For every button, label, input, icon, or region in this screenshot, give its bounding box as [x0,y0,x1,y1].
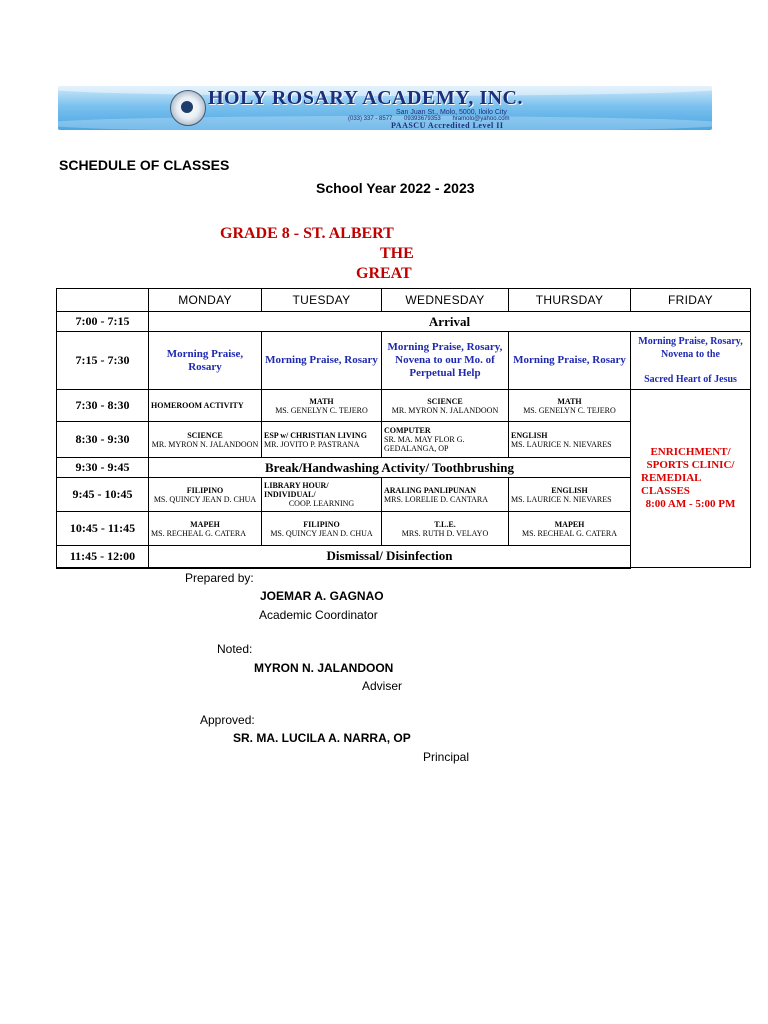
approved-name: SR. MA. LUCILA A. NARRA, OP [233,731,411,745]
class-cell [149,422,262,458]
accreditation: PAASCU Accredited Level II [391,121,504,130]
school-address: San Juan St., Molo, 5000, Iloilo City [396,109,507,116]
praise-friday-line1: Morning Praise, Rosary, Novena to the [638,336,743,360]
enrichment-line: REMEDIAL [641,472,702,484]
school-year: School Year 2022 - 2023 [316,180,475,196]
teacher-name: MS. RECHEAL G. CATERA [521,528,618,538]
teacher-name: MS. RECHEAL G. CATERA [151,528,247,538]
time-cell: 9:30 - 9:45 [57,458,149,478]
praise-tuesday: Morning Praise, Rosary [262,332,382,390]
praise-thursday: Morning Praise, Rosary [509,332,631,390]
prepared-title: Academic Coordinator [259,608,378,622]
approved-label: Approved: [200,713,255,727]
time-cell: 7:30 - 8:30 [57,390,149,422]
teacher-name: MS. GENELYN C. TEJERO [275,405,368,415]
header-tuesday: TUESDAY [262,289,382,312]
subject-name: COMPUTER [384,426,431,435]
class-cell [509,478,631,512]
praise-wednesday: Morning Praise, Rosary, Novena to our Mo. of Perpetual Help [382,332,509,390]
teacher-name: MS. GENELYN C. TEJERO [523,405,616,415]
prepared-label: Prepared by: [185,571,254,585]
enrichment-line: ENRICHMENT/ [650,446,731,458]
school-banner [58,86,712,130]
class-cell [149,478,262,512]
subject-name: LIBRARY HOUR/ INDIVIDUAL/ [264,481,329,499]
subject-name: HOMEROOM ACTIVITY [151,401,244,410]
phone-number: (033) 337 - 8577 [348,116,393,122]
teacher-name: MR. MYRON N. JALANDOON [391,405,499,415]
grade-line-3: GREAT [356,265,412,282]
subject-name: MATH [557,396,582,406]
school-seal-icon [170,90,206,126]
teacher-name: SR. MA. MAY FLOR G. GEDALANGA, OP [384,435,465,453]
approved-title: Principal [423,750,470,764]
schedule-table [56,288,751,569]
class-cell [149,512,262,546]
enrichment-line: CLASSES [641,485,690,497]
time-cell: 10:45 - 11:45 [57,512,149,546]
grade-line-1: GRADE 8 - ST. ALBERT [220,225,394,242]
teacher-name: MS. LAURICE N. NIEVARES [511,439,612,449]
document-title: SCHEDULE OF CLASSES [59,157,230,173]
subject-name: ARALING PANLIPUNAN [384,485,477,495]
time-cell: 7:15 - 7:30 [57,332,149,390]
teacher-name: MS. QUINCY JEAN D. CHUA [270,528,373,538]
class-cell [382,390,509,422]
subject-name: ENGLISH [551,485,588,495]
mobile-number: 09393679353 [404,116,441,122]
subject-name: SCIENCE [187,430,223,440]
class-cell [382,478,509,512]
subject-name: MATH [309,396,334,406]
teacher-name: MRS. RUTH D. VELAYO [401,528,489,538]
table-row [57,312,751,332]
class-cell [382,512,509,546]
teacher-name: COOP. LEARNING [288,499,355,508]
table-row [57,332,751,390]
class-cell [509,390,631,422]
subject-name: ENGLISH [511,430,548,440]
time-cell: 11:45 - 12:00 [57,546,149,568]
header-thursday: THURSDAY [509,289,631,312]
school-name: HOLY ROSARY ACADEMY, INC. [208,87,523,109]
class-cell [149,390,262,422]
header-monday: MONDAY [149,289,262,312]
enrichment-hours: 8:00 AM - 5:00 PM [645,498,736,510]
praise-friday-line2: Sacred Heart of Jesus [644,374,737,385]
subject-name: T.L.E. [434,519,456,529]
teacher-name: MS. LAURICE N. NIEVARES [511,494,612,504]
subject-name: MAPEH [190,519,220,529]
grade-line-2: THE [380,245,414,262]
subject-name: SCIENCE [427,396,463,406]
arrival-cell: Arrival [149,312,751,332]
teacher-name: MS. QUINCY JEAN D. CHUA [153,494,257,504]
teacher-name: MR. JOVITO P. PASTRANA [264,439,360,449]
friday-enrichment-cell [631,390,751,568]
subject-name: MAPEH [554,519,585,529]
praise-friday [631,332,751,390]
grade-section-title [218,224,420,284]
class-cell [509,422,631,458]
noted-title: Adviser [362,679,403,693]
class-cell [509,512,631,546]
header-wednesday: WEDNESDAY [382,289,509,312]
class-cell [262,422,382,458]
noted-name: MYRON N. JALANDOON [254,661,394,675]
header-time [57,289,149,312]
subject-name: ESP w/ CHRISTIAN LIVING [264,430,367,440]
noted-label: Noted: [217,642,253,656]
header-friday: FRIDAY [631,289,751,312]
table-header-row [57,289,751,312]
enrichment-line: SPORTS CLINIC/ [646,459,735,471]
time-cell: 8:30 - 9:30 [57,422,149,458]
time-cell: 7:00 - 7:15 [57,312,149,332]
prepared-name: JOEMAR A. GAGNAO [260,589,384,603]
class-cell [262,390,382,422]
table-row [57,390,751,422]
class-cell [262,478,382,512]
dismissal-cell: Dismissal/ Disinfection [149,546,631,568]
class-cell [262,512,382,546]
teacher-name: MR. MYRON N. JALANDOON [151,439,259,449]
time-cell: 9:45 - 10:45 [57,478,149,512]
teacher-name: MRS. LORELIE D. CANTARA [384,494,489,504]
praise-monday: Morning Praise, Rosary [149,332,262,390]
break-cell: Break/Handwashing Activity/ Toothbrushing [149,458,631,478]
class-cell [382,422,509,458]
subject-name: FILIPINO [186,485,224,495]
subject-name: FILIPINO [303,519,340,529]
email-address: hramolo@yahoo.com [452,116,510,122]
